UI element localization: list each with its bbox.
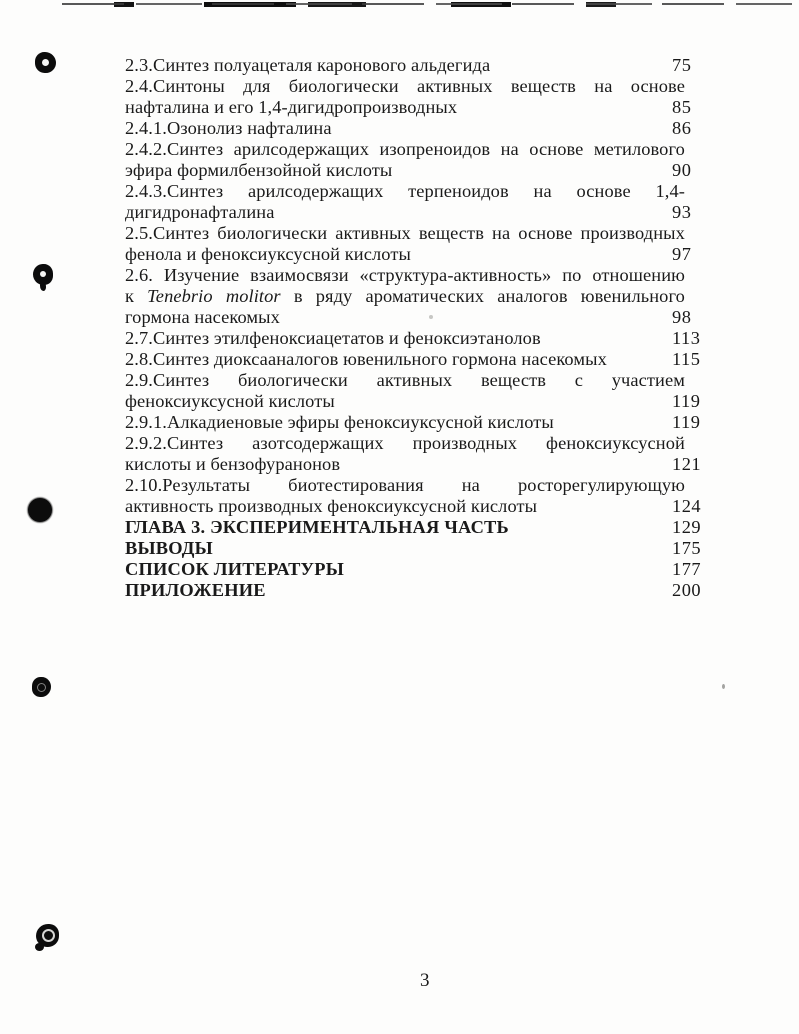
toc-word: изопреноидов [379, 139, 491, 159]
toc-page-number: 124 [672, 496, 702, 516]
toc-text-segment: эфира формилбензойной кислоты [125, 160, 393, 180]
toc-entry-text [125, 265, 685, 286]
toc-word: росторегулирующую [517, 475, 685, 495]
toc-word: производных [580, 223, 685, 243]
toc-entry-text [125, 76, 685, 97]
toc-page-number: 129 [672, 517, 702, 537]
toc-page-number: 85 [672, 97, 692, 117]
toc-entry-text [125, 244, 685, 265]
toc-line [125, 76, 705, 97]
toc-text-segment: ВЫВОДЫ [125, 538, 213, 558]
toc-word: отношению [592, 265, 685, 285]
toc-word: биологически [237, 370, 348, 390]
toc-line [125, 349, 705, 370]
toc-line [125, 55, 705, 76]
toc-word: аналогов [497, 286, 568, 306]
toc-entry-text [125, 475, 685, 496]
toc-word: ароматических [365, 286, 485, 306]
toc-word: к [125, 286, 135, 306]
toc-word: 2.6. [125, 265, 153, 285]
toc-word: арилсодержащих [233, 139, 370, 159]
toc-entry-text [125, 55, 685, 76]
toc-word: Изучение [163, 265, 240, 285]
ink-blob-tail [40, 282, 46, 291]
toc-word: на [461, 475, 480, 495]
toc-word: основе [529, 139, 584, 159]
ink-blob-hole [40, 271, 46, 277]
toc-line [125, 391, 705, 412]
toc-word: основе [576, 181, 631, 201]
toc-entry-text [125, 97, 685, 118]
toc-word: биотестирования [288, 475, 424, 495]
toc-word: веществ [418, 223, 484, 243]
toc-text-segment: 2.3.Синтез полуацеталя каронового альдегида [125, 55, 491, 75]
toc-word: 2.4.Синтоны [125, 76, 225, 96]
toc-entry-text [125, 307, 685, 328]
toc-word: 2.4.3.Синтез [125, 181, 224, 201]
toc-word: веществ [480, 370, 547, 390]
toc-page-number: 121 [672, 454, 702, 474]
toc-text-segment: дигидронафталина [125, 202, 275, 222]
toc-page-number: 90 [672, 160, 692, 180]
toc-word: активных [416, 76, 493, 96]
toc-entry-text [125, 580, 685, 601]
ink-blob-solid-3 [28, 498, 52, 522]
toc-word: в [293, 286, 303, 306]
toc-line [125, 265, 705, 286]
toc-word: веществ [510, 76, 576, 96]
toc-word: 2.9.Синтез [125, 370, 210, 390]
toc-line [125, 370, 705, 391]
toc-page-number: 113 [672, 328, 701, 348]
ink-blob-ring [37, 683, 46, 692]
toc-text-segment: ПРИЛОЖЕНИЕ [125, 580, 266, 600]
toc-word: производных [412, 433, 518, 453]
toc-entry-text [125, 328, 685, 349]
toc-line [125, 307, 705, 328]
scan-edge-thin-line [62, 3, 792, 5]
toc-word: 2.5.Синтез [125, 223, 210, 243]
toc-entry-text [125, 454, 685, 475]
toc-entry-text [125, 391, 685, 412]
toc-entry-text [125, 139, 685, 160]
toc-word: «структура-активность» [359, 265, 552, 285]
toc-word: 1,4- [655, 181, 685, 201]
toc-line [125, 118, 705, 139]
toc-word: с [574, 370, 584, 390]
toc-word: для [243, 76, 271, 96]
toc-page-number: 75 [672, 55, 692, 75]
toc-text-segment: нафталина и его 1,4-дигидропроизводных [125, 97, 458, 117]
toc-word: ювенильного [580, 286, 685, 306]
toc-page-number: 200 [672, 580, 702, 600]
toc-word: на [492, 223, 511, 243]
toc-word: 2.4.2.Синтез [125, 139, 224, 159]
ink-blob-hole [42, 59, 49, 66]
toc-entry-text [125, 538, 685, 559]
toc-word: 2.10.Результаты [125, 475, 251, 495]
toc-text-segment: 2.9.1.Алкадиеновые эфиры феноксиуксусной кислоты [125, 412, 554, 432]
toc-line [125, 454, 705, 475]
toc-line [125, 244, 705, 265]
toc-page-number: 86 [672, 118, 692, 138]
toc-word: Tenebrio [147, 286, 213, 306]
table-of-contents [125, 55, 705, 601]
scan-edge-artifact [56, 0, 796, 10]
toc-word: molitor [225, 286, 281, 306]
toc-page-number: 177 [672, 559, 702, 579]
ink-blob-ring [42, 929, 55, 942]
toc-page-number: 119 [672, 391, 701, 411]
ink-blob-5 [36, 924, 59, 947]
toc-word: арилсодержащих [247, 181, 384, 201]
toc-word: терпеноидов [408, 181, 509, 201]
toc-line [125, 139, 705, 160]
toc-entry-text [125, 181, 685, 202]
toc-entry-text [125, 286, 685, 307]
toc-text-segment: 2.8.Синтез диоксааналогов ювенильного гормона насекомых [125, 349, 607, 369]
toc-line [125, 97, 705, 118]
toc-entry-text [125, 517, 685, 538]
toc-entry-text [125, 559, 685, 580]
toc-line [125, 538, 705, 559]
toc-text-segment: СПИСОК ЛИТЕРАТУРЫ [125, 559, 344, 579]
toc-word: биологически [288, 76, 399, 96]
toc-line [125, 223, 705, 244]
toc-text-segment: фенола и феноксиуксусной кислоты [125, 244, 411, 264]
toc-word: основе [630, 76, 685, 96]
toc-page-number: 115 [672, 349, 701, 369]
toc-word: активных [376, 370, 453, 390]
ink-blob-hole-punch-2 [33, 264, 53, 285]
page-number: 3 [420, 970, 430, 991]
toc-text-segment: кислоты и бензофуранонов [125, 454, 341, 474]
toc-line [125, 160, 705, 181]
toc-entry-text [125, 496, 685, 517]
toc-line [125, 181, 705, 202]
toc-line [125, 286, 705, 307]
toc-word: активных [335, 223, 411, 243]
scan-speck [722, 684, 725, 689]
toc-word: метилового [593, 139, 685, 159]
toc-page-number: 175 [672, 538, 702, 558]
toc-word: 2.9.2.Синтез [125, 433, 224, 453]
toc-page-number: 119 [672, 412, 701, 432]
toc-entry-text [125, 412, 685, 433]
toc-page-number: 97 [672, 244, 692, 264]
toc-word: биологически [217, 223, 328, 243]
toc-text-segment: 2.4.1.Озонолиз нафталина [125, 118, 332, 138]
toc-word: на [500, 139, 519, 159]
toc-word: азотсодержащих [252, 433, 384, 453]
toc-word: основе [518, 223, 573, 243]
toc-line [125, 496, 705, 517]
toc-text-segment: активность производных феноксиуксусной кислоты [125, 496, 538, 516]
toc-word: на [533, 181, 552, 201]
toc-word: участием [611, 370, 685, 390]
toc-line [125, 559, 705, 580]
ink-blob-hole-punch-1 [35, 52, 56, 73]
toc-line [125, 202, 705, 223]
ink-blob-4 [32, 677, 51, 697]
toc-page-number: 93 [672, 202, 692, 222]
toc-entry-text [125, 433, 685, 454]
toc-word: на [594, 76, 613, 96]
toc-text-segment: феноксиуксусной кислоты [125, 391, 335, 411]
toc-word: феноксиуксусной [546, 433, 685, 453]
toc-entry-text [125, 370, 685, 391]
toc-word: по [562, 265, 582, 285]
toc-line [125, 517, 705, 538]
toc-entry-text [125, 202, 685, 223]
toc-line [125, 580, 705, 601]
toc-entry-text [125, 160, 685, 181]
ink-blob-tail [35, 943, 44, 951]
toc-line [125, 328, 705, 349]
toc-text-segment: 2.7.Синтез этилфеноксиацетатов и феноксиэтанолов [125, 328, 541, 348]
toc-entry-text [125, 223, 685, 244]
toc-line [125, 433, 705, 454]
toc-page-number: 98 [672, 307, 692, 327]
toc-line [125, 412, 705, 433]
toc-word: ряду [315, 286, 353, 306]
toc-text-segment: гормона насекомых [125, 307, 280, 327]
toc-entry-text [125, 118, 685, 139]
toc-text-segment: ГЛАВА 3. ЭКСПЕРИМЕНТАЛЬНАЯ ЧАСТЬ [125, 517, 509, 537]
toc-entry-text [125, 349, 685, 370]
toc-word: взаимосвязи [250, 265, 349, 285]
toc-line [125, 475, 705, 496]
